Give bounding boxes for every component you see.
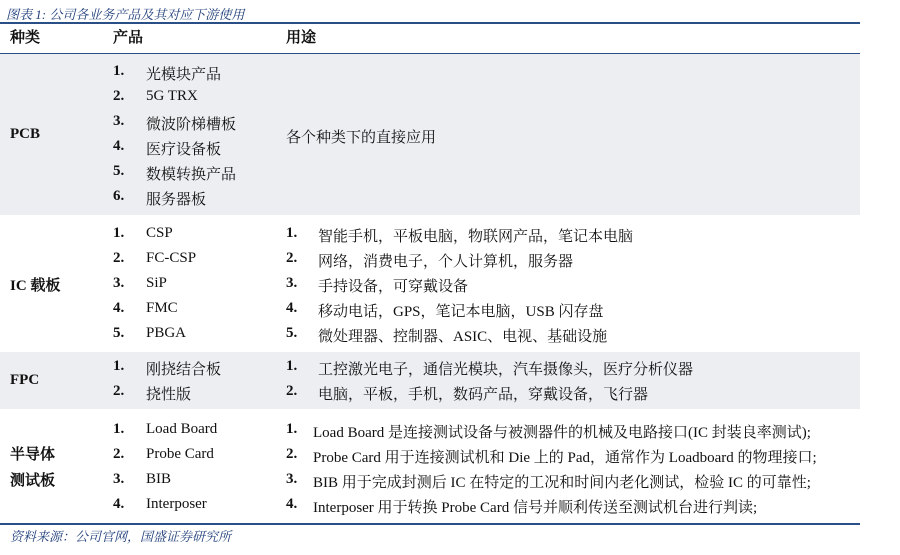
category-cell: IC 载板 (10, 278, 61, 294)
usage-item: 工控激光电子，通信光模块，汽车摄像头，医疗分析仪器 (318, 362, 694, 378)
item-number: 5. (113, 325, 125, 341)
item-number: 2. (113, 446, 125, 462)
usage-item: 网络，消费电子，个人计算机，服务器 (318, 254, 574, 270)
category-cell-line: 半导体 (10, 447, 56, 463)
product-item: BIB (146, 471, 172, 487)
item-number: 4. (286, 496, 298, 512)
item-number: 1. (286, 421, 298, 437)
item-number: 4. (113, 138, 125, 154)
product-item: FC-CSP (146, 250, 197, 266)
item-number: 2. (286, 446, 298, 462)
category-cell: FPC (10, 372, 40, 388)
product-item: CSP (146, 225, 173, 241)
item-number: 5. (113, 163, 125, 179)
usage-item: 智能手机，平板电脑，物联网产品，笔记本电脑 (318, 229, 634, 245)
item-number: 2. (286, 250, 298, 266)
product-item: 微波阶梯槽板 (146, 117, 237, 133)
source-note: 资料来源：公司官网，国盛证券研究所 (10, 529, 232, 544)
product-item: 数模转换产品 (146, 167, 237, 183)
item-number: 3. (113, 113, 125, 129)
usage-item: BIB 用于完成封测后 IC 在特定的工况和时间内老化测试，检验 IC 的可靠性; (313, 475, 811, 491)
item-number: 1. (113, 358, 125, 374)
product-item: SiP (146, 275, 167, 291)
usage-item: 各个种类下的直接应用 (286, 130, 437, 146)
item-number: 3. (286, 471, 298, 487)
item-number: 2. (113, 88, 125, 104)
row-fpc (0, 352, 860, 409)
product-item: 刚挠结合板 (146, 362, 222, 378)
usage-item: 微处理器、控制器、ASIC、电视、基础设施 (318, 329, 608, 345)
product-item: Interposer (146, 496, 207, 512)
item-number: 2. (113, 383, 125, 399)
item-number: 4. (113, 300, 125, 316)
product-item: Probe Card (146, 446, 214, 462)
usage-item: 移动电话，GPS，笔记本电脑，USB 闪存盘 (318, 304, 604, 320)
header-category: 种类 (10, 30, 41, 46)
row-semiconductor-test-board (0, 409, 860, 523)
item-number: 5. (286, 325, 298, 341)
usage-item: Interposer 用于转换 Probe Card 信号并顺利传送至测试机台进行判读; (313, 500, 758, 516)
item-number: 1. (286, 225, 298, 241)
product-item: Load Board (146, 421, 218, 437)
item-number: 3. (113, 275, 125, 291)
item-number: 1. (286, 358, 298, 374)
product-item: PBGA (146, 325, 187, 341)
item-number: 6. (113, 188, 125, 204)
usage-item: 电脑，平板，手机，数码产品，穿戴设备，飞行器 (318, 387, 649, 403)
item-number: 3. (286, 275, 298, 291)
category-cell-line: 测试板 (10, 473, 56, 489)
usage-item: 手持设备，可穿戴设备 (318, 279, 469, 295)
product-item: 医疗设备板 (146, 142, 222, 158)
row-pcb (0, 54, 860, 215)
item-number: 3. (113, 471, 125, 487)
table-bottom-rule (0, 523, 860, 525)
product-item: 挠性版 (146, 387, 192, 403)
product-item: FMC (146, 300, 178, 316)
item-number: 1. (113, 63, 125, 79)
item-number: 4. (113, 496, 125, 512)
item-number: 2. (286, 383, 298, 399)
product-item: 光模块产品 (146, 67, 222, 83)
usage-item: Probe Card 用于连接测试机和 Die 上的 Pad，通常作为 Loadboard 的物理接口; (313, 450, 817, 466)
header-product: 产品 (113, 30, 144, 46)
header-usage: 用途 (286, 30, 317, 46)
product-item: 服务器板 (146, 192, 207, 208)
usage-item: Load Board 是连接测试设备与被测器件的机械及电路接口(IC 封装良率测试); (313, 425, 811, 441)
category-cell: PCB (10, 126, 40, 142)
row-ic-substrate (0, 215, 860, 352)
item-number: 2. (113, 250, 125, 266)
item-number: 1. (113, 225, 125, 241)
product-item: 5G TRX (146, 88, 198, 104)
item-number: 4. (286, 300, 298, 316)
figure-caption: 图表 1: 公司各业务产品及其对应下游使用 (6, 7, 245, 22)
item-number: 1. (113, 421, 125, 437)
